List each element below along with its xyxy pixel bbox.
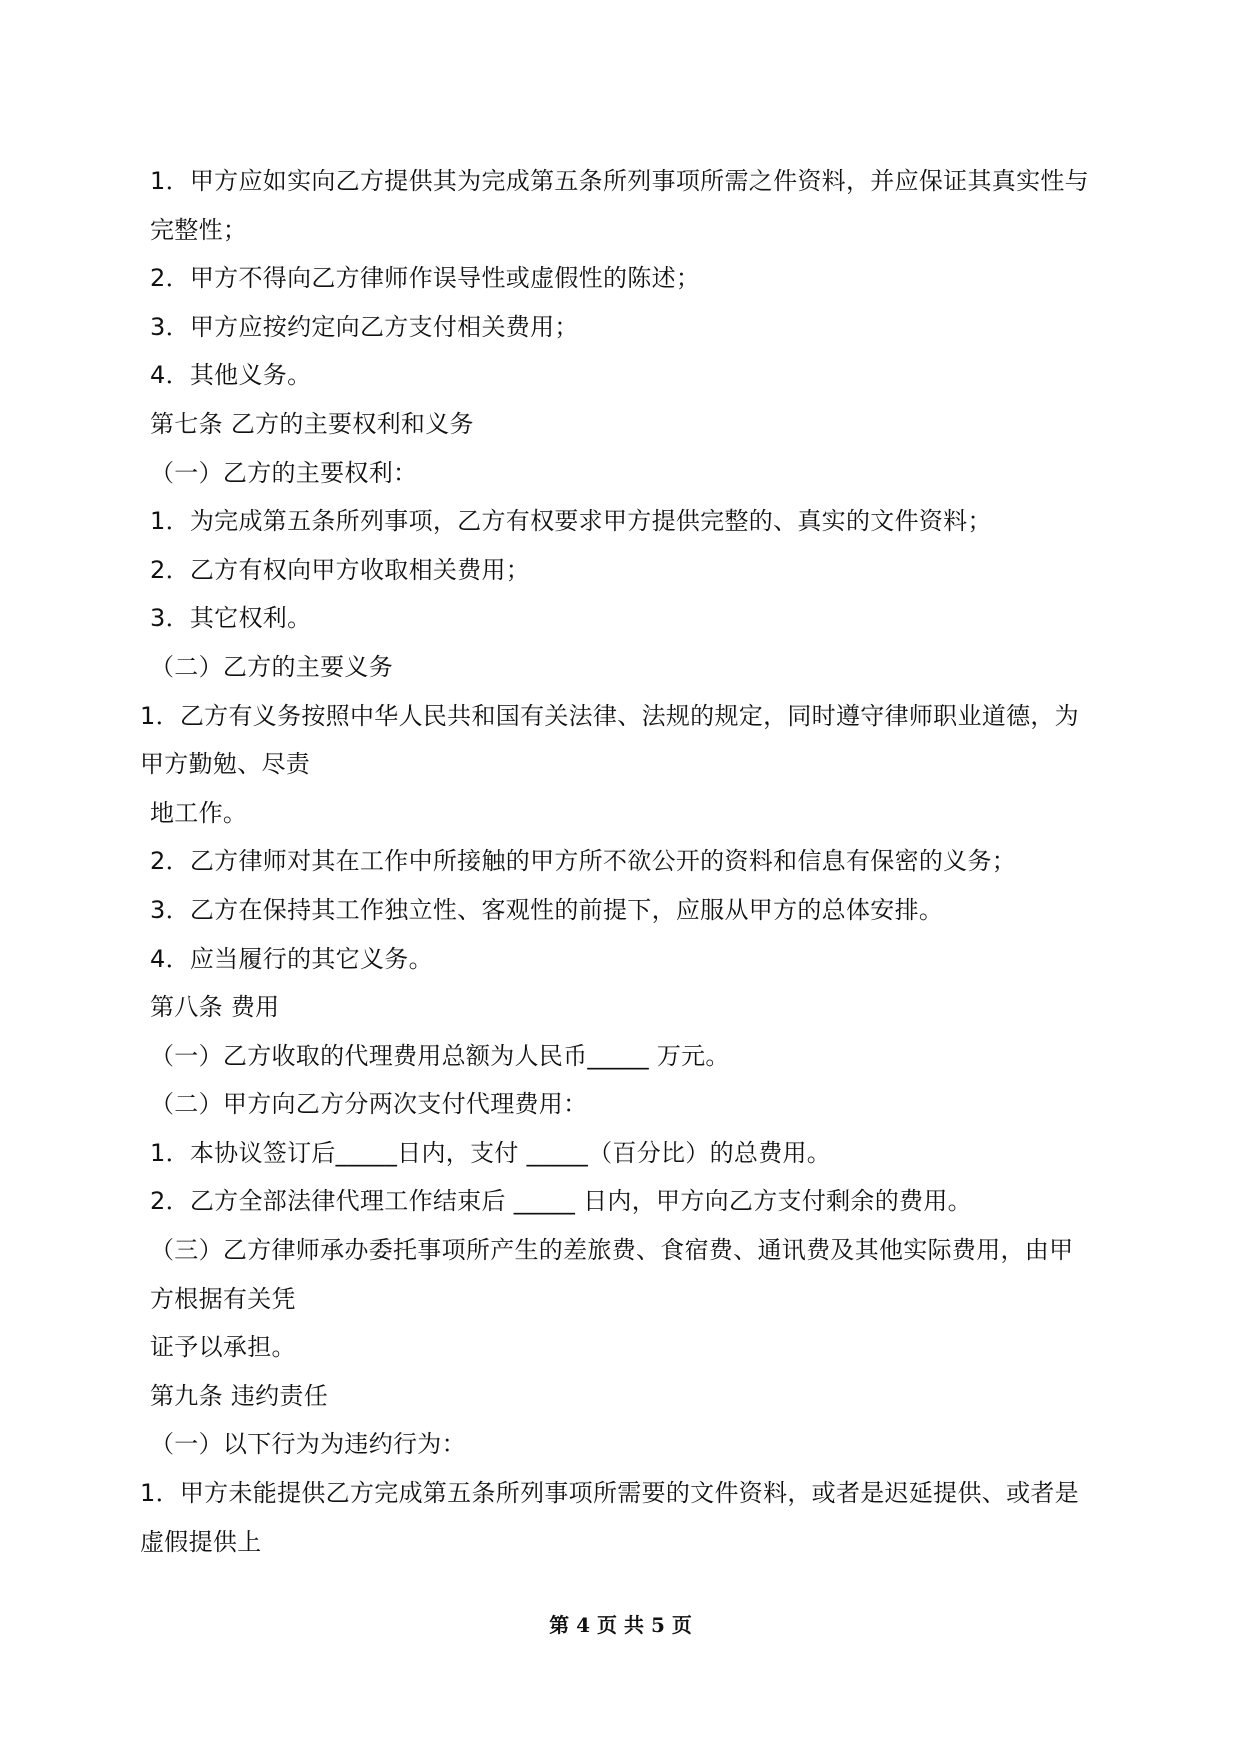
- subsection-heading: （二）甲方向乙方分两次支付代理费用：: [150, 1090, 588, 1119]
- paragraph: 3．甲方应按约定向乙方支付相关费用；: [150, 312, 579, 341]
- subsection-heading: （二）乙方的主要义务: [150, 652, 393, 681]
- paragraph: 2．乙方律师对其在工作中所接触的甲方所不欲公开的资料和信息有保密的义务；: [150, 847, 1017, 876]
- subsection-heading: （一）乙方收取的代理费用总额为人民币_____ 万元。: [150, 1041, 730, 1070]
- paragraph: 2．乙方有权向甲方收取相关费用；: [150, 555, 531, 584]
- paragraph: 地工作。: [150, 798, 248, 827]
- subsection-heading: （一）以下行为为违约行为：: [150, 1430, 466, 1459]
- paragraph: 2．甲方不得向乙方律师作误导性或虚假性的陈述；: [150, 264, 701, 293]
- section-heading: 第八条 费用: [150, 993, 280, 1022]
- section-heading: 第七条 乙方的主要权利和义务: [150, 409, 474, 438]
- paragraph: 1．为完成第五条所列事项，乙方有权要求甲方提供完整的、真实的文件资料；: [150, 507, 992, 536]
- paragraph: 3．其它权利。: [150, 604, 312, 633]
- paragraph: 4．其他义务。: [150, 361, 312, 390]
- paragraph: 证予以承担。: [150, 1333, 296, 1362]
- paragraph: 1．本协议签订后_____日内，支付 _____（百分比）的总费用。: [150, 1138, 832, 1167]
- paragraph: 3．乙方在保持其工作独立性、客观性的前提下，应服从甲方的总体安排。: [150, 895, 944, 924]
- paragraph: 2．乙方全部法律代理工作结束后 _____ 日内，甲方向乙方支付剩余的费用。: [150, 1187, 972, 1216]
- page-number-footer: 第 4 页 共 5 页: [549, 1613, 692, 1637]
- paragraph: 1．甲方应如实向乙方提供其为完成第五条所列事项所需之件资料，并应保证其真实性与完整性；: [150, 167, 1089, 244]
- paragraph: 4．应当履行的其它义务。: [150, 944, 433, 973]
- paragraph: 1．乙方有义务按照中华人民共和国有关法律、法规的规定，同时遵守律师职业道德，为甲方勤勉、尽责: [140, 701, 1079, 779]
- paragraph: （三）乙方律师承办委托事项所产生的差旅费、食宿费、通讯费及其他实际费用，由甲方根据有关凭: [150, 1236, 1074, 1313]
- document-body: [140, 157, 1095, 1566]
- section-heading: 第九条 违约责任: [150, 1381, 329, 1410]
- subsection-heading: （一）乙方的主要权利：: [150, 458, 418, 487]
- paragraph: 1．甲方未能提供乙方完成第五条所列事项所需要的文件资料，或者是迟延提供、或者是虚假提供上: [140, 1479, 1079, 1556]
